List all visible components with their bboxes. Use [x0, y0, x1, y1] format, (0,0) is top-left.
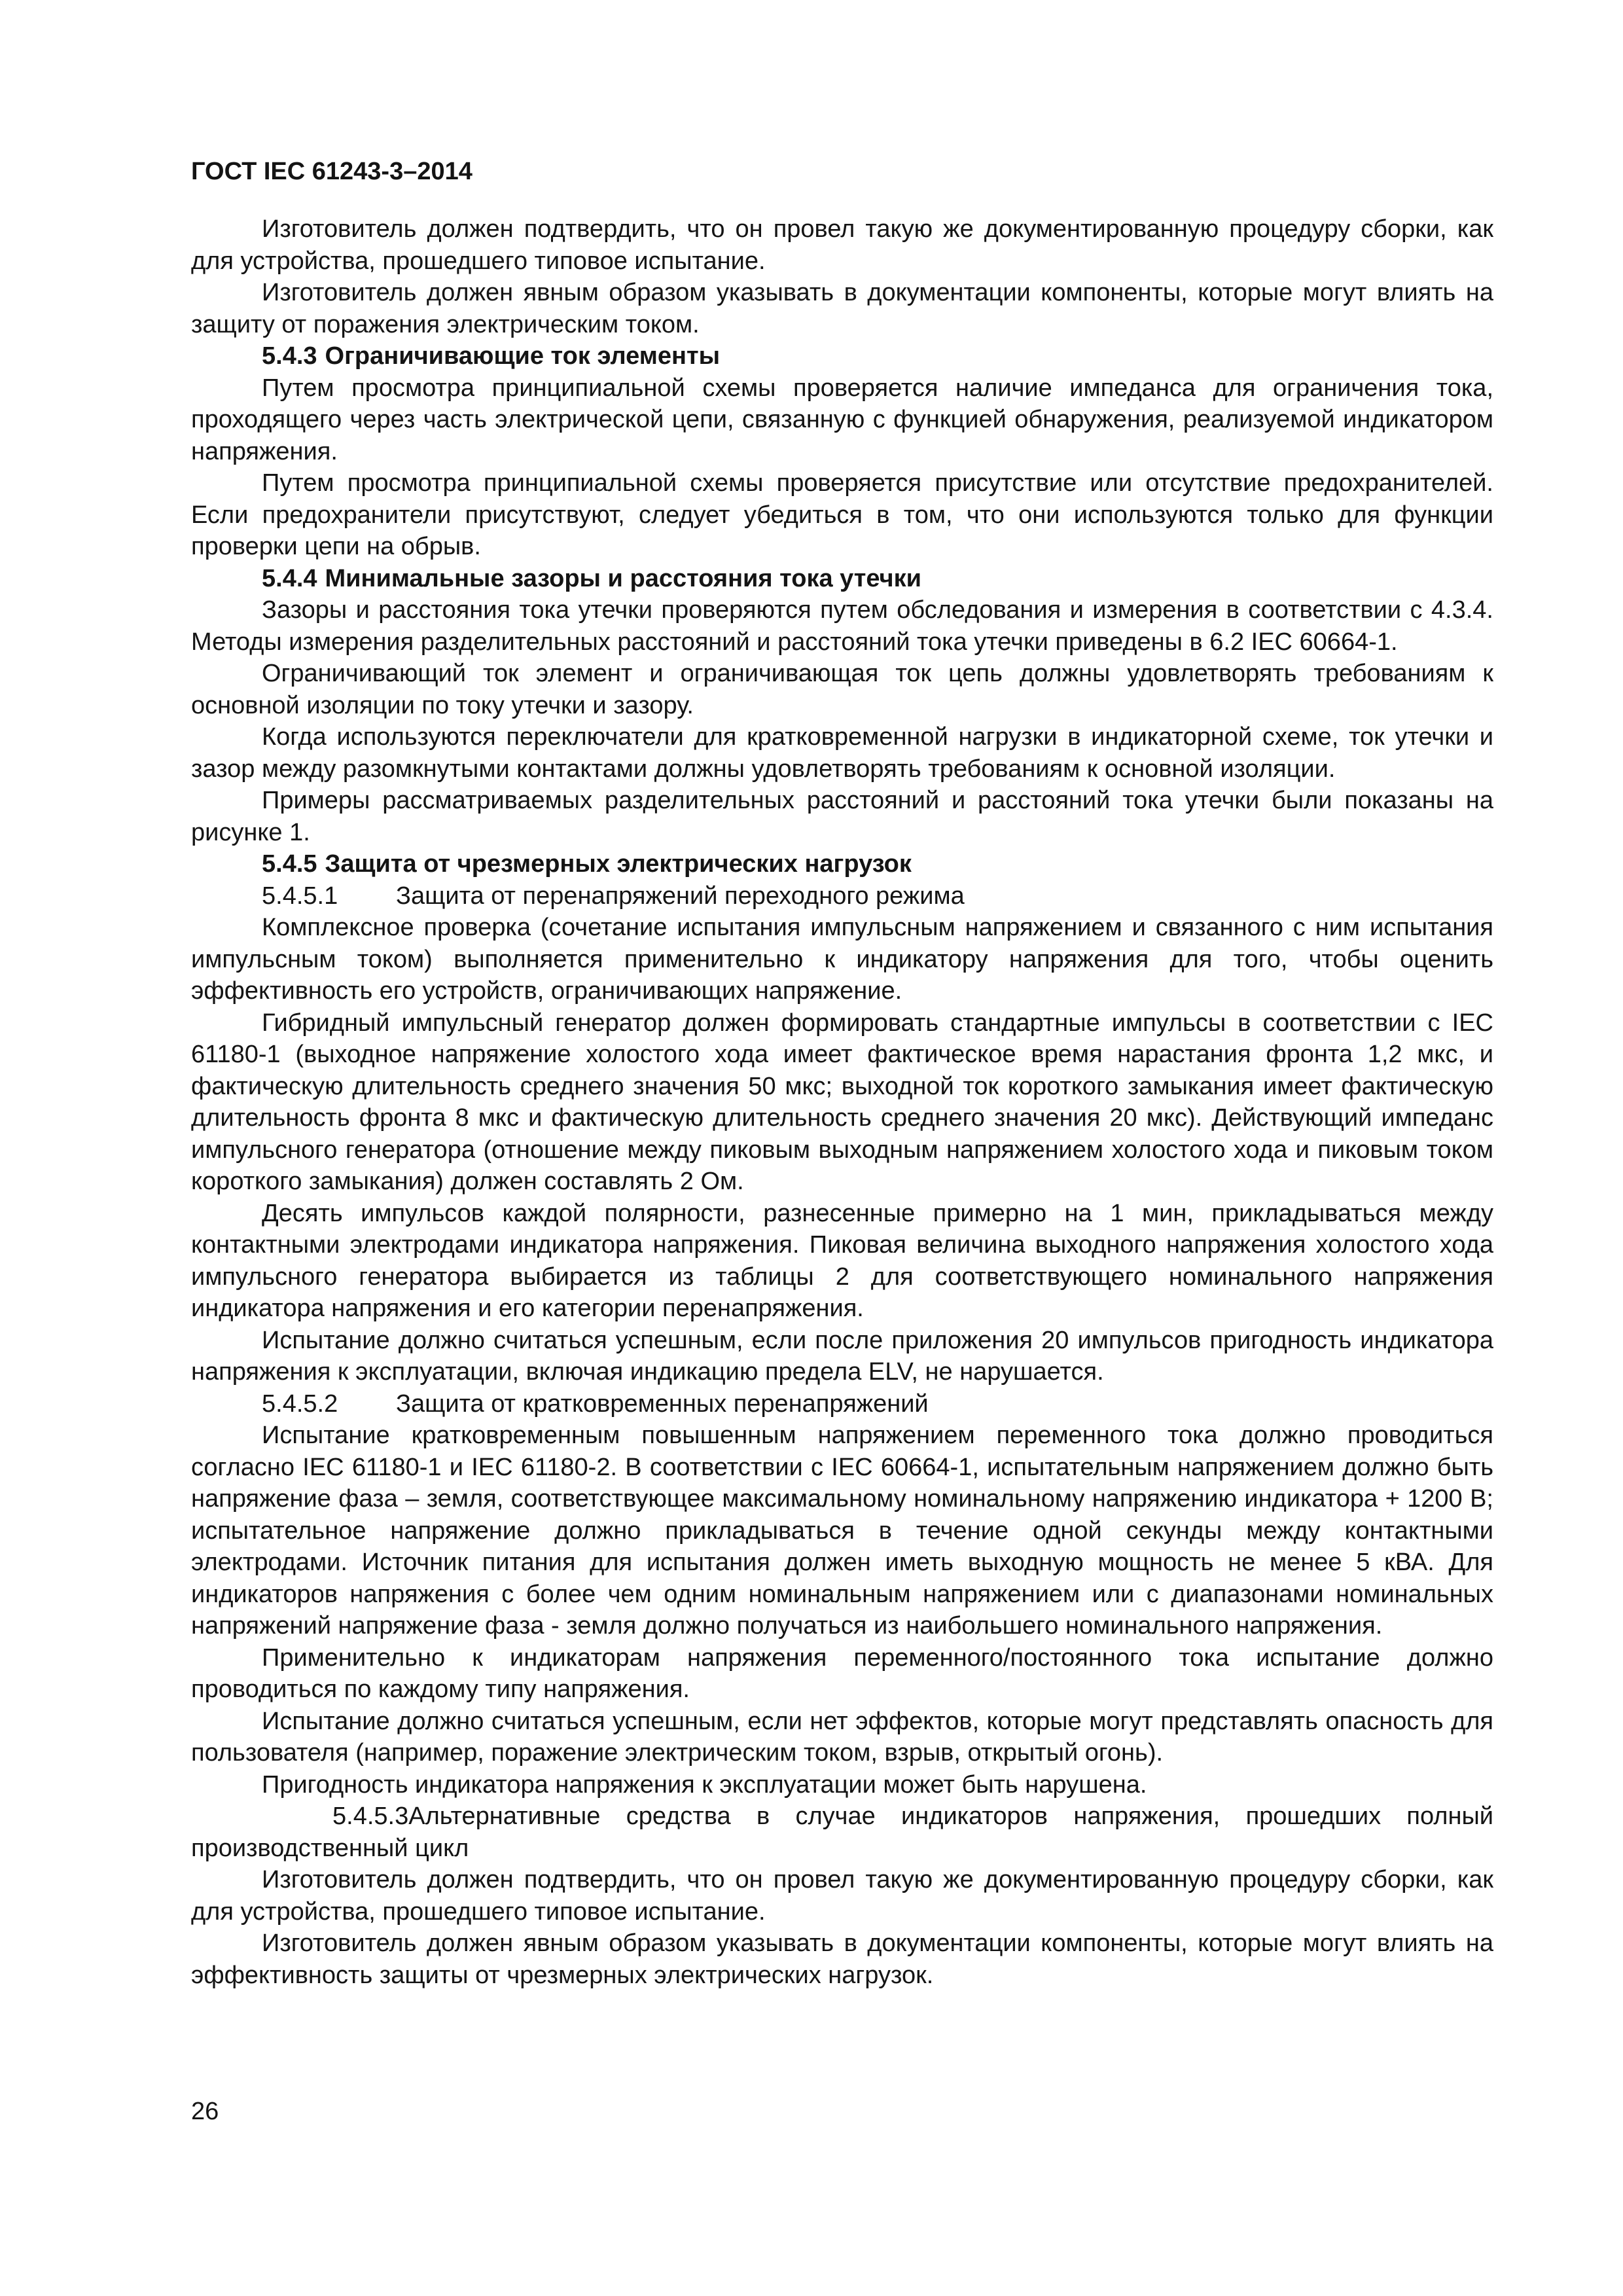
subsection-number: 5.4.5.3	[332, 1803, 409, 1830]
page-number: 26	[191, 2098, 219, 2125]
paragraph: Изготовитель должен подтвердить, что он провел такую же документированную процедуру сборки, как для устройства, прошедшего типовое испытание.	[191, 1866, 1493, 1926]
paragraph: Гибридный импульсный генератор должен формировать стандартные импульсы в соответствии с IEC 61180-1 (выходное напряжение холостого хода имеет фактическое время нарастания фронта 1,2 мкс, и фактическую длительность среднего значения 50 мкс; выходной ток короткого замыкания имеет фактическую длительность фронта 8 мкс и фактическую длительность среднего значения 20 мкс). Действующий импеданс импульсного генератора (отношение между пиковым выходным напряжением холостого хода и пиковым током короткого замыкания) должен составлять 2 Ом.	[191, 1009, 1493, 1195]
paragraph: Изготовитель должен явным образом указывать в документации компоненты, которые могут влиять на защиту от поражения электрическим током.	[191, 279, 1493, 338]
document-body	[191, 213, 1493, 1991]
subsection-title: Защита от кратковременных перенапряжений	[396, 1390, 929, 1418]
section-number: 5.4.5	[262, 850, 317, 878]
paragraph: Путем просмотра принципиальной схемы проверяется наличие импеданса для ограничения тока, проходящего через часть электрической цепи, связанную с функцией обнаружения, реализуемой индикатором напряжения.	[191, 374, 1493, 465]
section-number: 5.4.3	[262, 342, 317, 370]
document-header: ГОСТ IEC 61243-3–2014	[191, 158, 473, 185]
paragraph: Ограничивающий ток элемент и ограничивающая ток цепь должны удовлетворять требованиям к основной изоляции по току утечки и зазору.	[191, 660, 1493, 719]
subsection-title: Защита от перенапряжений переходного режима	[396, 882, 965, 910]
section-title: Защита от чрезмерных электрических нагрузок	[325, 850, 912, 878]
subsection-heading	[191, 1388, 1493, 1420]
paragraph: Когда используются переключатели для кратковременной нагрузки в индикаторной схеме, ток утечки и зазор между разомкнутыми контактами должны удовлетворять требованиям к основной изоляции.	[191, 723, 1493, 783]
section-heading	[191, 340, 1493, 372]
paragraph: Десять импульсов каждой полярности, разнесенные примерно на 1 мин, прикладываться между контактными электродами индикатора напряжения. Пиковая величина выходного напряжения холостого хода импульсного генератора выбирается из таблицы 2 для соответствующего номинального напряжения индикатора напряжения и его категории перенапряжения.	[191, 1199, 1493, 1322]
paragraph: Испытание должно считаться успешным, если нет эффектов, которые могут представлять опасность для пользователя (например, поражение электрическим током, взрыв, открытый огонь).	[191, 1707, 1493, 1767]
subsection-number: 5.4.5.2	[262, 1390, 338, 1418]
section-heading	[191, 563, 1493, 595]
paragraph: Испытание должно считаться успешным, если после приложения 20 импульсов пригодность индикатора напряжения к эксплуатации, включая индикацию предела ELV, не нарушается.	[191, 1326, 1493, 1386]
section-title: Минимальные зазоры и расстояния тока утечки	[325, 564, 921, 592]
paragraph: Применительно к индикаторам напряжения переменного/постоянного тока испытание должно проводиться по каждому типу напряжения.	[191, 1643, 1493, 1703]
subsection-title: Альтернативные средства в случае индикаторов напряжения, прошедших полный производственный цикл	[191, 1803, 1493, 1862]
paragraph: Испытание кратковременным повышенным напряжением переменного тока должно проводиться согласно IEC 61180-1 и IEC 61180-2. В соответствии с IEC 60664-1, испытательным напряжением должно быть напряжение фаза – земля, соответствующее максимальному номинальному напряжению индикатора + 1200 В; испытательное напряжение должно прикладываться в течение одной секунды между контактными электродами. Источник питания для испытания должен иметь выходную мощность не менее 5 кВА. Для индикаторов напряжения с более чем одним номинальным напряжением или с диапазонами номинальных напряжений напряжение фаза - земля должно получаться из наибольшего номинального напряжения.	[191, 1422, 1493, 1640]
subsection-heading	[191, 880, 1493, 912]
paragraph: Изготовитель должен явным образом указывать в документации компоненты, которые могут влиять на эффективность защиты от чрезмерных электрических нагрузок.	[191, 1929, 1493, 1989]
paragraph: Пригодность индикатора напряжения к эксплуатации может быть нарушена.	[262, 1770, 1147, 1799]
paragraph: Комплексное проверка (сочетание испытания импульсным напряжением и связанного с ним испытания импульсным током) выполняется применительно к индикатору напряжения для того, чтобы оценить эффективность его устройств, ограничивающих напряжение.	[191, 914, 1493, 1005]
paragraph: Зазоры и расстояния тока утечки проверяются путем обследования и измерения в соответствии с 4.3.4. Методы измерения разделительных расстояний и расстояний тока утечки приведены в 6.2 IEC 60664-1.	[191, 596, 1493, 656]
section-heading	[191, 848, 1493, 880]
paragraph: Изготовитель должен подтвердить, что он провел такую же документированную процедуру сборки, как для устройства, прошедшего типовое испытание.	[191, 215, 1493, 275]
section-number: 5.4.4	[262, 564, 317, 592]
subsection-number: 5.4.5.1	[262, 882, 338, 910]
subsection-heading	[191, 1801, 1493, 1864]
paragraph: Путем просмотра принципиальной схемы проверяется присутствие или отсутствие предохранителей. Если предохранители присутствуют, следует убедиться в том, что они используются только для функции проверки цепи на обрыв.	[191, 469, 1493, 560]
paragraph: Примеры рассматриваемых разделительных расстояний и расстояний тока утечки были показаны на рисунке 1.	[191, 787, 1493, 846]
section-title: Ограничивающие ток элементы	[325, 342, 721, 370]
